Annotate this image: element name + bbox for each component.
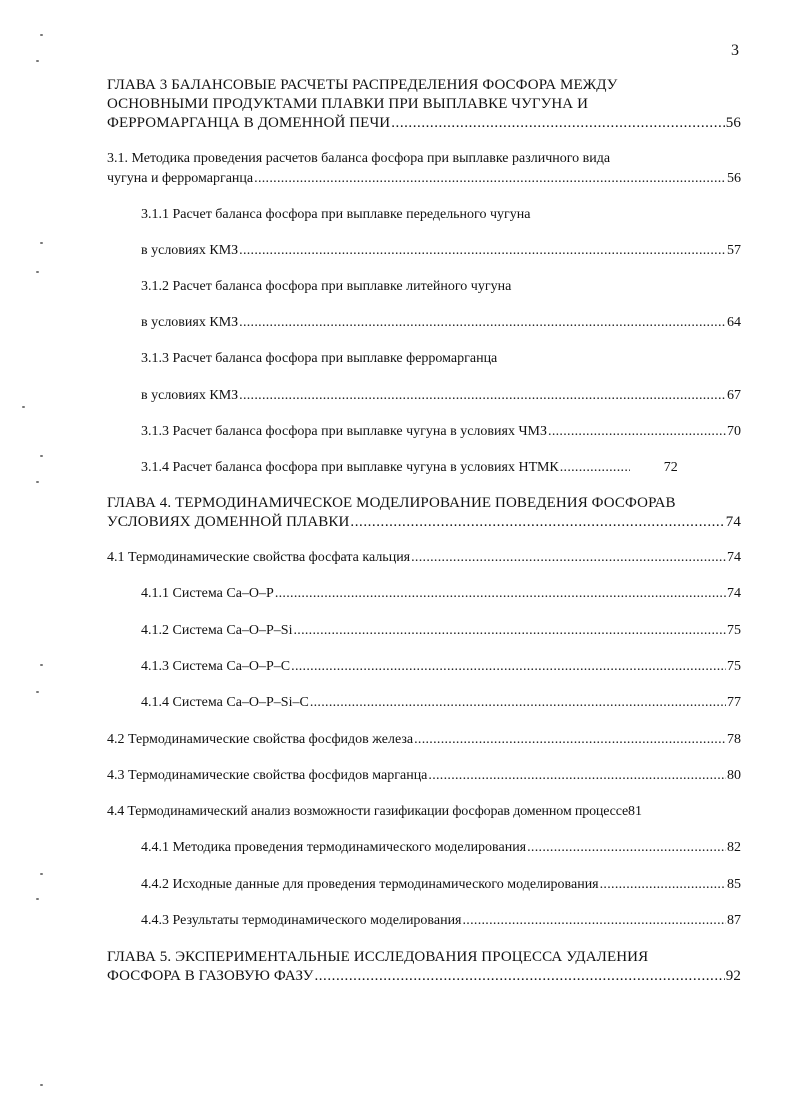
toc-entry-chapter-5[interactable] [107,968,741,985]
toc-entry-3-1[interactable] [107,171,741,187]
page-ref: 64 [727,315,741,330]
chapter-4-title-line-1: ГЛАВА 4. ТЕРМОДИНАМИЧЕСКОЕ МОДЕЛИРОВАНИЕ ПОВЕДЕНИЯ ФОСФОРАВ [107,495,676,511]
dot-leader [600,877,726,893]
chapter-3-title-line-2: ОСНОВНЫМИ ПРОДУКТАМИ ПЛАВКИ ПРИ ВЫПЛАВКЕ ЧУГУНА И [107,96,589,112]
dot-leader [275,586,726,602]
dot-leader [293,623,726,639]
page-ref: 81 [628,804,643,819]
toc-entry-3-1-3a[interactable] [141,388,741,404]
toc-entry-3-1-4[interactable] [141,460,741,476]
dot-leader [527,840,726,856]
toc-entry-4-1-2[interactable] [141,623,741,639]
section-3-1-3a-line-1: 3.1.3 Расчет баланса фосфора при выплавке ферромарганца [141,351,498,366]
toc-entry-4-4-1[interactable] [141,840,741,856]
section-3-1-line-1: 3.1. Методика проведения расчетов баланса фосфора при выплавке различного вида [107,151,611,166]
section-4-2-title: 4.2 Термодинамические свойства фосфидов железа [107,732,414,747]
dot-leader [291,659,726,675]
page-ref: 74 [727,586,741,601]
dot-leader [391,115,725,132]
chapter-5-title-line-2: ФОСФОРА В ГАЗОВУЮ ФАЗУ [107,968,314,984]
scan-speck [36,691,39,693]
section-4-1-title: 4.1 Термодинамические свойства фосфата кальция [107,550,411,565]
dot-leader [560,460,630,476]
page-ref: 85 [727,877,741,892]
section-4-1-3-title: 4.1.3 Система Ca–O–P–C [141,659,291,674]
page-ref: 77 [727,695,741,710]
page-ref: 74 [727,550,741,565]
toc-entry-4-4-2[interactable] [141,877,741,893]
dot-leader [548,424,726,440]
section-3-1-2-line-1: 3.1.2 Расчет баланса фосфора при выплавке литейного чугуна [141,279,512,294]
toc-entry-4-3[interactable] [107,768,741,784]
section-4-3-title: 4.3 Термодинамические свойства фосфидов марганца [107,768,428,783]
dot-leader [239,243,726,259]
scan-speck [36,271,39,273]
page-ref: 67 [727,388,741,403]
section-3-1-4-title: 3.1.4 Расчет баланса фосфора при выплавке чугуна в условиях НТМК [141,460,559,475]
scan-speck [40,1084,43,1086]
toc-entry-4-4-3[interactable] [141,913,741,929]
section-3-1-1-line-2: в условиях КМЗ [141,243,239,258]
dot-leader [350,514,724,531]
page-ref: 92 [725,968,741,984]
dot-leader [428,768,726,784]
section-3-1-line-2: чугуна и ферромарганца [107,171,254,186]
page-ref: 56 [725,115,741,131]
dot-leader [310,695,726,711]
scan-speck [36,60,39,62]
section-4-1-4-title: 4.1.4 Система Ca–O–P–Si–C [141,695,309,710]
section-4-4-1-title: 4.4.1 Методика проведения термодинамического моделирования [141,840,527,855]
toc-entry-chapter-3[interactable] [107,115,741,132]
dot-leader [314,968,724,985]
page-ref: 87 [727,913,741,928]
section-4-4-3-title: 4.4.3 Результаты термодинамического моделирования [141,913,462,928]
chapter-3-title-line-3: ФЕРРОМАРГАНЦА В ДОМЕННОЙ ПЕЧИ [107,115,391,131]
toc-entry-4-4[interactable] [107,804,741,820]
section-3-1-3a-line-2: в условиях КМЗ [141,388,239,403]
page-ref: 75 [727,623,741,638]
toc-entry-4-1[interactable] [107,550,741,566]
toc-entry-3-1-2[interactable] [141,315,741,331]
page-ref: 80 [727,768,741,783]
dot-leader [239,388,726,404]
chapter-5-title-line-1: ГЛАВА 5. ЭКСПЕРИМЕНТАЛЬНЫЕ ИССЛЕДОВАНИЯ ПРОЦЕССА УДАЛЕНИЯ [107,949,649,965]
section-3-1-2-line-2: в условиях КМЗ [141,315,239,330]
section-4-4-2-title: 4.4.2 Исходные данные для проведения термодинамического моделирования [141,877,599,892]
page-ref: 70 [727,424,741,439]
scan-speck [36,481,39,483]
toc-entry-4-1-4[interactable] [141,695,741,711]
toc-entry-3-1-1[interactable] [141,243,741,259]
section-3-1-1-line-1: 3.1.1 Расчет баланса фосфора при выплавке передельного чугуна [141,207,531,222]
page-ref: 75 [727,659,741,674]
dot-leader [411,550,726,566]
page-ref: 78 [727,732,741,747]
page-ref: 74 [725,514,741,530]
scan-speck [40,873,43,875]
page-ref: 82 [727,840,741,855]
page-ref: 72 [663,460,678,475]
scan-speck [40,242,43,244]
section-4-4-title: 4.4 Термодинамический анализ возможности газификации фосфорав доменном процессе [107,804,629,819]
scan-speck [40,455,43,457]
chapter-3-title-line-1: ГЛАВА 3 БАЛАНСОВЫЕ РАСЧЕТЫ РАСПРЕДЕЛЕНИЯ ФОСФОРА МЕЖДУ [107,77,618,93]
page-ref: 56 [727,171,741,186]
section-3-1-3b-title: 3.1.3 Расчет баланса фосфора при выплавке чугуна в условиях ЧМЗ [141,424,548,439]
scan-speck [36,898,39,900]
section-4-1-2-title: 4.1.2 Система Ca–O–P–Si [141,623,293,638]
page-ref: 57 [727,243,741,258]
dot-leader [239,315,726,331]
page-number: 3 [731,42,739,59]
scan-speck [40,664,43,666]
dot-leader [254,171,726,187]
toc-entry-4-1-1[interactable] [141,586,741,602]
toc-entry-4-1-3[interactable] [141,659,741,675]
toc-entry-4-2[interactable] [107,732,741,748]
toc-entry-chapter-4[interactable] [107,514,741,531]
dot-leader [414,732,726,748]
dot-leader [463,913,727,929]
scan-speck [40,34,43,36]
chapter-4-title-line-2: УСЛОВИЯХ ДОМЕННОЙ ПЛАВКИ [107,514,350,530]
scan-speck [22,406,25,408]
section-4-1-1-title: 4.1.1 Система Ca–O–P [141,586,274,601]
toc-entry-3-1-3b[interactable] [141,424,741,440]
